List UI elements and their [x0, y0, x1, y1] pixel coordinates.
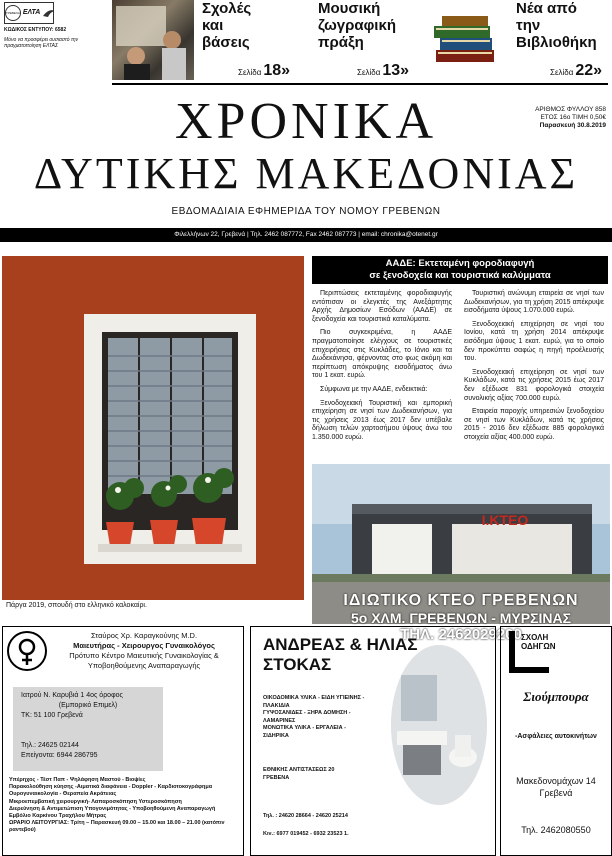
books-icon	[432, 6, 502, 70]
article-paragraph: Ξενοδοχειακή επιχείρηση σε νησί των Κυκλάδων, κατά τις χρήσεις 2015 έως 2017 δεν εξέδωσε 831 φορολογικά στοιχεία συνολικής αξίας 700.000 ευρώ.	[464, 368, 604, 402]
elta-note: Μόνο να προσφέρει ουσιαστό την πραγματοποίηση ΕΛΤΑΣ	[4, 37, 79, 49]
doctor-name: Σταύρος Χρ. Καραγκούνης M.D.	[90, 631, 198, 640]
article-paragraph: Περιπτώσεις εκτεταμένης φοροδιαφυγής εντόπισαν οι ελεγκτές της Ανεξάρτητης Αρχής Δημοσίων Εσόδων (ΑΑΔΕ) σε ξενοδοχεία και τουριστικά καταλύματα.	[312, 290, 452, 323]
kteo-phone: ΤΗΛ. 2462029200	[400, 626, 522, 643]
stokas-address: ΕΘΝΙΚΗΣ ΑΝΤΙΣΤΑΣΕΩΣ 20 ΓΡΕΒΕΝΑ	[263, 767, 335, 781]
elta-logo	[4, 2, 54, 24]
teaser-2-page[interactable]: Σελίδα 13»	[357, 62, 410, 79]
school-name: Σιούμπουρα	[523, 689, 589, 704]
elta-code: ΚΩΔΙΚΟΣ ΕΝΤΥΠΟΥ: 6582	[4, 27, 67, 33]
female-symbol-icon	[7, 631, 47, 671]
kteo-sign: Ι.ΚΤΕΟ	[481, 512, 529, 528]
masthead-tagline: ΕΒΔΟΜΑΔΙΑΙΑ ΕΦΗΜΕΡΙΔΑ ΤΟΥ ΝΟΜΟΥ ΓΡΕΒΕΝΩΝ	[171, 206, 441, 217]
teaser-title: Μουσική ζωγραφική πράξη	[318, 0, 397, 51]
teaser-1[interactable]	[202, 0, 274, 51]
kteo-line-2: 5ο ΧΛΜ. ΓΡΕΒΕΝΩΝ - ΜΥΡΣΙΝΑΣ	[350, 610, 572, 626]
teaser-1-page[interactable]: Σελίδα 18»	[238, 62, 291, 79]
issue-info: ΑΡΙΘΜΟΣ ΦΥΛΛΟΥ 858 ΕΤΟΣ 16ο ΤΙΜΗ 0,50€ Παρασκευή 30.8.2019	[535, 106, 606, 129]
school-phone: Τηλ. 2462080550	[521, 825, 591, 835]
masthead-title: ΧΡΟΝΙΚΑ	[175, 93, 437, 150]
stokas-mobile: Κιν.: 6977 019452 - 6932 23523 1.	[263, 831, 349, 837]
elta-stamp	[4, 2, 104, 80]
gynecology-ad	[2, 626, 244, 856]
article-paragraph: Σύμφωνα με την ΑΑΔΕ, ενδεικτικά:	[320, 385, 428, 393]
article-column-2	[464, 290, 604, 448]
stokas-title: ΑΝΔΡΕΑΣ & ΗΛΙΑΣ ΣΤΟΚΑΣ	[263, 635, 418, 674]
kteo-line-1: ΙΔΙΩΤΙΚΟ ΚΤΕΟ ΓΡΕΒΕΝΩΝ	[343, 592, 579, 609]
stokas-ad	[250, 626, 496, 856]
article-paragraph: Πιο συγκεκριμένα, η ΑΑΔΕ πραγματοποίησε ελέγχους σε τουριστικές επιχειρήσεις στις Κυκλάδες, το Ιόνιο και τα Δωδεκάνησα, φέρνοντας στο φως ακόμη και περίπτωση απόκρυψης εισοδήματος άνω του 1 εκατ. ευρώ.	[312, 329, 452, 380]
elta-seal: ΓΡΕΒΕΝΑ	[5, 5, 21, 21]
parga-window-photo	[2, 256, 304, 600]
driving-school-ad	[500, 626, 612, 856]
masthead-subtitle-region: ΔΥΤΙΚΗΣ ΜΑΚΕΔΟΝΙΑΣ	[33, 149, 579, 198]
center-name: Πρότυπο Κέντρο Μαιευτικής Γυναικολογίας & Υποβοηθούμενης Αναπαραγωγής	[69, 651, 219, 670]
article-paragraph: Ξενοδοχειακή Τουριστική και εμπορική επιχείρηση σε νησί των Δωδεκανήσων, για τις χρήσεις 2013 έως 2017 δεν υπέβαλε δήλωση τελών χαρτοσήμου ύψους άνω του 1.350.000 ευρώ.	[312, 399, 452, 441]
elta-label: ΕΛΤΑ	[22, 9, 41, 16]
teaser-title: Σχολές και βάσεις	[202, 0, 252, 51]
students-illustration	[112, 0, 194, 80]
stokas-items: ΟΙΚΟΔΟΜΙΚΑ ΥΛΙΚΑ - ΕΙΔΗ ΥΓΙΕΙΝΗΣ - ΠΛΑΚΙΔΙΑ ΓΥΨΟΣΑΝΙΔΕΣ - ΞΗΡΑ ΔΟΜΗΣΗ - ΛΑΜΑΡΙΝΕΣ ΜΟΝΩΤΙΚΑ ΥΛΙΚΑ - ΕΡΓΑΛΕΙΑ - ΣΙΔΗΡΙΚΑ	[263, 695, 365, 739]
school-address: Μακεδονομάχων 14 Γρεβενά	[516, 776, 596, 798]
article-column-1	[312, 290, 452, 448]
stokas-phone: Τηλ. : 24620 28664 - 24620 25214	[263, 813, 348, 819]
teaser-2[interactable]	[318, 0, 408, 51]
photo-caption: Πάργα 2019, σπουδή στο ελληνικό καλοκαίρι.	[6, 602, 147, 609]
article-paragraph: Ξενοδοχειακή επιχείρηση σε νησί του Ιονίου, κατά τη χρήση 2014 απέκρυψε εισόδημα ύψους 1 εκατ. ευρώ, για το οποίο δεν προκύπτει σαφώς η πηγή προέλευσής του.	[464, 320, 604, 363]
bathroom-photo	[391, 645, 487, 805]
article-paragraph: Εταιρεία παροχής υπηρεσιών ξενοδοχείου σε νησί των Κυκλάδων, κατά τις χρήσεις 2015 - 2016 δεν εξέδωσε 885 φορολογικά στοιχεία αξίας 400.000 ευρώ.	[464, 408, 604, 441]
services-list: Υπέρηχος - Τέστ Παπ - Ψηλάφηση Μαστού - Βιοψίες Παρακολούθηση κύησης -Αιματικά διαφάνεια - Doppler - Καρδιοτοκογράφημα Ουρογυναικολογία - Θεραπεία Ακράτειας Μικροεπεμβατική χειρουργική- Λαπαροσκόπηση Υστεροσκόπηση Διερεύνηση & Αντιμετώπιση Υπογονιμότητας - Υποβοηθούμενη Αναπαραγωγή Εμβόλιο Καρκίνου Τραχήλου Μήτρας ΩΡΑΡΙΟ ΛΕΙΤΟΥΡΓΙΑΣ: Τρίτη – Παρασκευή 09.00 – 15.00 και 18.00 – 21.00 (κατόπιν ραντεβού)	[9, 777, 225, 834]
teaser-photo-students	[112, 0, 194, 80]
teaser-3-page[interactable]: Σελίδα 22»	[550, 62, 603, 79]
teaser-title: Νέα από την Βιβλιοθήκη	[516, 0, 597, 51]
masthead-rule	[112, 83, 608, 85]
contact-bar: Φιλελλήνων 22, Γρεβενά | Τηλ. 2462 087772, Fax 2462 087773 | email: chronika@otenet.gr	[0, 228, 612, 242]
phone-block: Τηλ.: 24625 02144 Επείγοντα: 6944 286795	[13, 741, 163, 771]
article-headline[interactable]: ΑΑΔΕ: Εκτεταμένη φοροδιαφυγή σε ξενοδοχεία και τουριστικά καλύμματα	[312, 256, 608, 284]
logo-text: ΣΧΟΛΗ ΟΔΗΓΩΝ	[521, 633, 556, 651]
doctor-role: Μαιευτήρας - Χειρουργος Γυναικολόγος	[73, 641, 215, 650]
teaser-3[interactable]	[516, 0, 608, 51]
contact-block: Ιατρού Ν. Καρυβιά 1 4ος όροφος (Εμπορικό Επιμελ) TK: 51 100 Γρεβενά	[13, 687, 163, 741]
article-paragraph: Τουριστική ανώνυμη εταιρεία σε νησί των Δωδεκανήσων, για τη χρήση 2015 απέκρυψε εισοδήματα ύψους 1.070.000 ευρώ.	[464, 290, 604, 315]
bird-icon	[42, 8, 53, 18]
insurance-tag: -Ασφάλειες αυτοκινήτων	[515, 733, 597, 740]
